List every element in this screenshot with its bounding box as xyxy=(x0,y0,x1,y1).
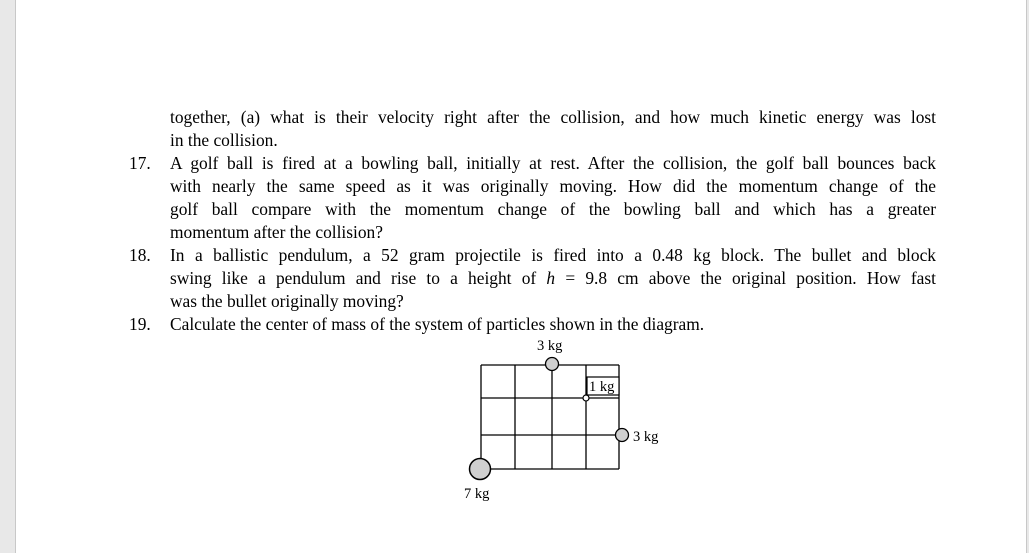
problem-17-line-2: with nearly the same speed as it was originally moving. How did the momentum change of the xyxy=(170,176,936,196)
continuation-line-2: in the collision. xyxy=(170,130,278,150)
mass-bottom-left-label: 7 kg xyxy=(464,486,490,502)
problem-19-line-1: Calculate the center of mass of the system of particles shown in the diagram. xyxy=(170,314,705,334)
mass-right-label: 3 kg xyxy=(633,429,659,445)
problem-19-number: 19. xyxy=(129,314,151,334)
mass-right-circle xyxy=(616,429,629,442)
document-page xyxy=(15,0,1027,553)
problem-17-number: 17. xyxy=(129,153,151,173)
mass-upper-right-circle xyxy=(583,395,589,401)
center-of-mass-diagram xyxy=(446,334,686,506)
problem-18-line-2 xyxy=(170,267,936,290)
problem-18-number: 18. xyxy=(129,245,151,265)
continuation-line-1: together, (a) what is their velocity right after the collision, and how much kinetic energy was lost xyxy=(170,107,936,127)
height-variable: h xyxy=(546,268,556,288)
mass-upper-right-label: 1 kg xyxy=(589,379,615,395)
problem-17-line-1: A golf ball is fired at a bowling ball, initially at rest. After the collision, the golf ball bounces back xyxy=(170,153,936,173)
problem-18-line-2-pre: swing like a pendulum and rise to a height of xyxy=(170,268,547,288)
problem-17-line-3: golf ball compare with the momentum change of the bowling ball and which has a greater xyxy=(170,199,936,219)
problem-17-line-4: momentum after the collision? xyxy=(170,222,383,242)
problem-18-line-3: was the bullet originally moving? xyxy=(170,291,404,311)
mass-top-circle xyxy=(546,358,559,371)
problem-18-line-2-post: = 9.8 cm above the original position. How fast xyxy=(555,268,936,288)
mass-top-label: 3 kg xyxy=(537,338,563,354)
problem-18-line-1: In a ballistic pendulum, a 52 gram projectile is fired into a 0.48 kg block. The bullet and block xyxy=(170,245,936,265)
mass-bottom-left-circle xyxy=(470,459,491,480)
